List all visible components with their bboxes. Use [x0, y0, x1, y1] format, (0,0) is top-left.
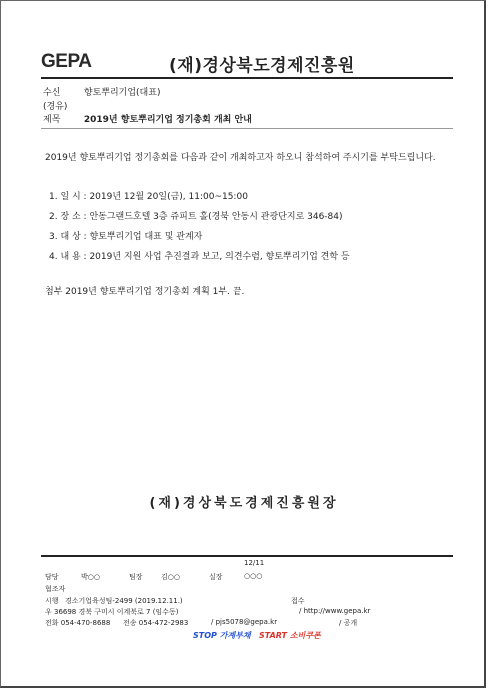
cooperation-label: 협조자	[45, 585, 66, 593]
subject-label: 제목	[43, 115, 61, 125]
disclosure: / 공개	[339, 619, 358, 627]
page-number: 12/11	[244, 559, 265, 567]
phone: 전화 054-470-8688	[45, 619, 111, 627]
via-label: (경유)	[43, 102, 68, 112]
reception-label: 접수	[291, 597, 305, 605]
slogan-start-word: START	[258, 631, 288, 640]
slogan-start-phrase: 소비쿠폰	[289, 631, 321, 640]
email-link[interactable]: / pjs5078@gepa.kr	[211, 618, 278, 626]
organization-title: (재)경상북도경제진흥원	[169, 56, 355, 76]
subject-row	[43, 112, 252, 125]
enforcement-label: 시행	[45, 597, 59, 605]
slogan-stop-word: STOP	[193, 631, 217, 640]
subject-value: 2019년 향토뿌리기업 정기총회 개최 안내	[83, 115, 252, 125]
staff-2-value: 김○○	[161, 573, 180, 581]
sender-signature: (재)경상북도경제진흥원장	[149, 496, 339, 511]
homepage-link[interactable]: / http://www.gepa.kr	[299, 607, 371, 615]
attachment-line: 첨부 2019년 향토뿌리기업 정기총회 계획 1부. 끝.	[45, 287, 245, 297]
via-row	[43, 99, 81, 112]
staff-2-label: 팀장	[129, 573, 143, 581]
item-location: 2. 장 소 : 안동그랜드호텔 3층 쥬피트 홀(경북 안동시 관광단지로 346-84)	[49, 212, 343, 222]
recipient-value: 향토뿌리기업(대표)	[83, 88, 161, 98]
header-rule	[41, 77, 453, 79]
recipient-label: 수신	[43, 88, 61, 98]
item-datetime: 1. 일 시 : 2019년 12월 20일(금), 11:00~15:00	[49, 192, 248, 202]
gepa-logo	[41, 51, 91, 73]
intro-paragraph: 2019년 향토뿌리기업 정기총회를 다음과 같이 개최하고자 하오니 참석하여 주시기를 부탁드립니다.	[45, 153, 436, 163]
footer-rule	[41, 555, 453, 557]
staff-3-value: ○○○	[244, 572, 263, 580]
staff-1-value: 박○○	[81, 573, 100, 581]
fax: 전송 054-472-2983	[123, 619, 189, 627]
address: 우 36698 경북 구미시 이계북로 7 (임수동)	[45, 608, 179, 616]
item-content: 4. 내 용 : 2019년 지원 사업 추진결과 보고, 의견수렴, 향토뿌리기업 견학 등	[49, 252, 350, 262]
enforcement-value: 경소기업육성팀-2499 (2019.12.11.)	[65, 597, 183, 605]
campaign-slogan	[193, 630, 321, 641]
recipient-row	[43, 85, 160, 98]
logo-text: GEPA	[41, 51, 92, 72]
item-target: 3. 대 상 : 향토뿌리기업 대표 및 관계자	[49, 232, 203, 242]
staff-1-label: 담당	[45, 573, 59, 581]
subject-rule	[41, 128, 453, 129]
staff-3-label: 실장	[209, 573, 223, 581]
slogan-stop-phrase: 가계부채	[219, 631, 251, 640]
